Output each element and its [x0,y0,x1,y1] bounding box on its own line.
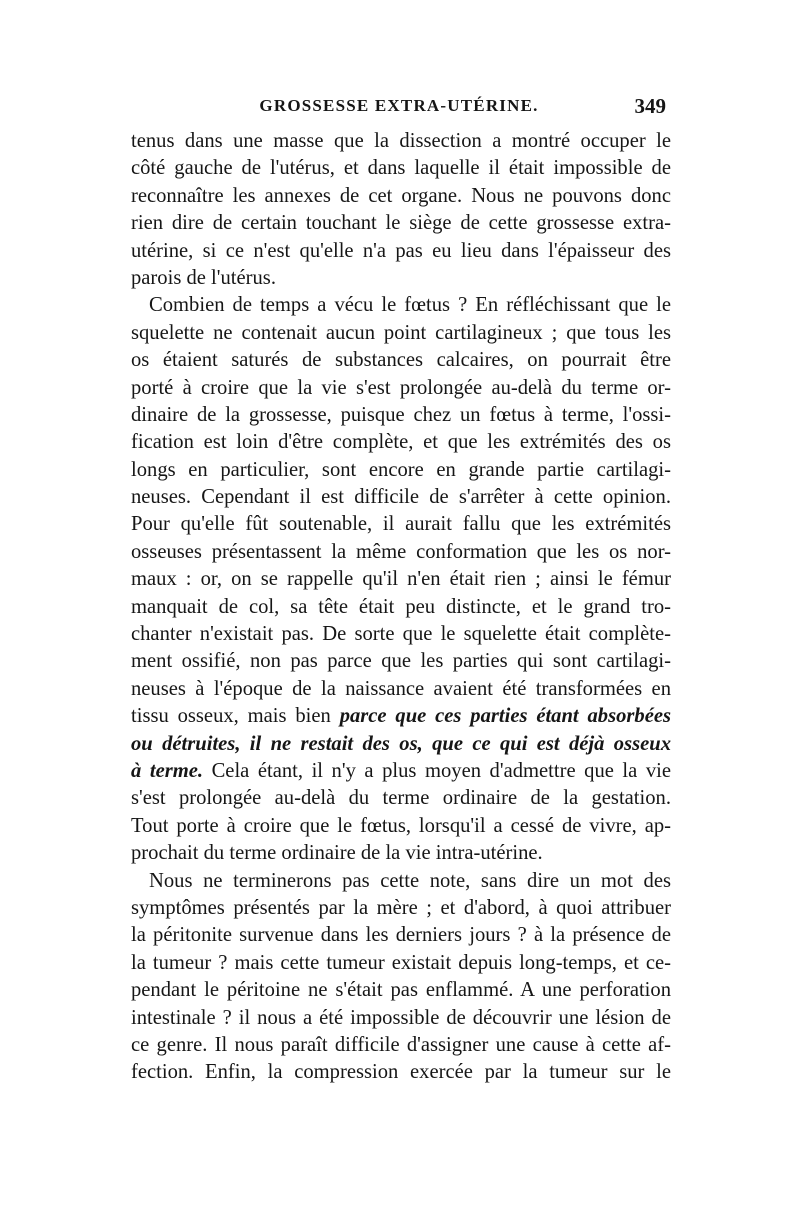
text-line: ment ossifié, non pas parce que les parties qui sont cartilagi- [131,650,671,673]
italic-emphasis: ou détruites, il ne restait des os, que ce qui est déjà osseux [131,732,671,755]
text-line: Combien de temps a vécu le fœtus ? En réfléchissant que le [149,294,671,317]
text-line: neuses à l'époque de la naissance avaient été transformées en [131,677,671,700]
text-line: ce genre. Il nous paraît difficile d'assigner une cause à cette af- [131,1033,671,1056]
text-line: Pour qu'elle fût soutenable, il aurait fallu que les extrémités [131,513,671,536]
text-line: la tumeur ? mais cette tumeur existait depuis long-temps, et ce- [131,951,671,974]
text-line: utérine, si ce n'est qu'elle n'a pas eu lieu dans l'épaisseur des [131,239,671,262]
text-line: tissu osseux, mais bien parce que ces parties étant absorbées [131,705,672,728]
text-line [131,731,671,758]
italic-emphasis: à terme. [131,759,204,782]
running-title: GROSSESSE EXTRA-UTÉRINE. [259,96,539,115]
text-line: maux : or, on se rappelle qu'il n'en était rien ; ainsi le fémur [131,568,671,591]
text-line: Tout porte à croire que le fœtus, lorsqu'il a cessé de vivre, ap- [131,814,671,837]
text-line: tenus dans une masse que la dissection a montré occuper le [131,130,671,152]
text-line: manquait de col, sa tête était peu distincte, et le grand tro- [131,595,671,618]
text-line: fection. Enfin, la compression exercée par la tumeur sur le [131,1061,671,1084]
text-line: os étaient saturés de substances calcaires, on pourrait être [131,349,671,372]
text-line: intestinale ? il nous a été impossible de découvrir une lésion de [131,1006,671,1029]
page-number: 349 [634,94,666,118]
text-line: osseuses présentassent la même conformation que les os nor- [131,540,671,563]
text-line: pendant le péritoine ne s'était pas enflammé. A une perforation [131,979,671,1002]
text-line: longs en particulier, sont encore en grande partie cartilagi- [131,458,671,481]
text-line: côté gauche de l'utérus, et dans laquelle il était impossible de [131,157,671,180]
text-line: s'est prolongée au-delà du terme ordinaire de la gestation. [131,787,671,810]
text-line: fication est loin d'être complète, et que les extrémités des os [131,431,671,454]
text-line: chanter n'existait pas. De sorte que le squelette était complète- [131,623,671,646]
text-line: prochait du terme ordinaire de la vie intra-utérine. [131,842,543,865]
text-line: neuses. Cependant il est difficile de s'arrêter à cette opinion. [131,486,671,509]
text-line: à terme. Cela étant, il n'y a plus moyen d'admettre que la vie [131,759,671,782]
text-line: rien dire de certain touchant le siège de cette grossesse extra- [131,212,671,235]
body-text [131,128,671,1087]
running-head [128,96,670,126]
text-line: porté à croire que la vie s'est prolongée au-delà du terme or- [131,376,671,399]
italic-emphasis: parce que ces parties étant absorbées [339,705,672,728]
text-line: la péritonite survenue dans les derniers jours ? à la présence de [131,924,671,947]
text-line: squelette ne contenait aucun point cartilagineux ; que tous les [131,321,671,344]
text-line: parois de l'utérus. [131,266,276,289]
text-line: reconnaître les annexes de cet organe. Nous ne pouvons donc [131,184,671,207]
text-line: dinaire de la grossesse, puisque chez un fœtus à terme, l'ossi- [131,403,671,426]
text-line: Nous ne terminerons pas cette note, sans dire un mot des [149,869,671,892]
text-line: symptômes présentés par la mère ; et d'abord, à quoi attribuer [131,896,671,919]
